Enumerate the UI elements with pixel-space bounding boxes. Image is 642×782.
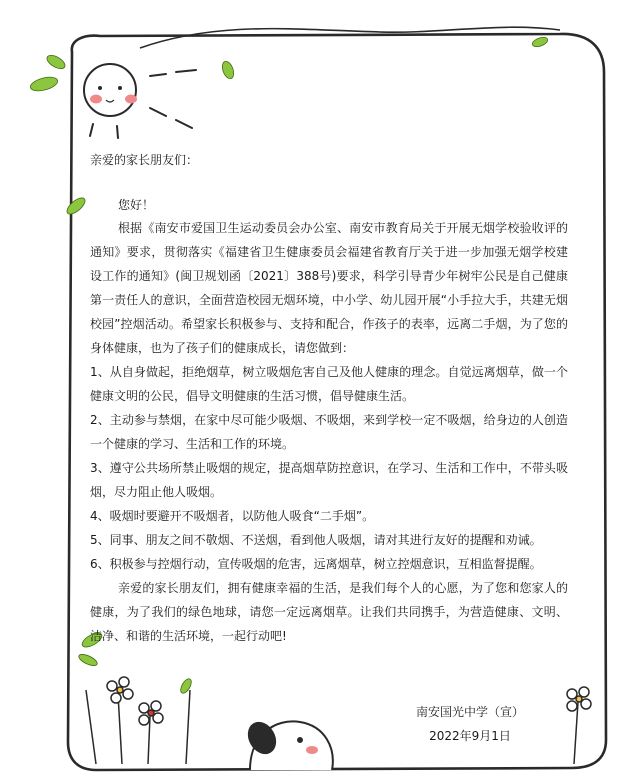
flower-icon: [86, 677, 190, 764]
flower-icon-right: [567, 687, 591, 764]
signature-block: [380, 700, 560, 748]
letter-intro-paragraph: 根据《南安市爱国卫生运动委员会办公室、南安市教育局关于开展无烟学校验收评的通知》要求，贯彻落实《福建省卫生健康委员会福建省教育厅关于进一步加强无烟学校建设工作的通知》(闽卫规划函〔2021〕388号)要求，科学引导青少年树牢公民是自己健康第一责任人的意识，全面营造校园无烟环境，中小学、幼儿园开展“小手拉大手，共建无烟校园”控烟活动。希望家长积极参与、支持和配合，作孩子的表率，远离二手烟，为了您的身体健康，也为了孩子们的健康成长，请您做到：: [90, 221, 568, 355]
letter-item-1: 1、从自身做起，拒绝烟草，树立吸烟危害自己及他人健康的理念。自觉远离烟草，做一个健康文明的公民，倡导文明健康的生活习惯，倡导健康生活。: [90, 365, 568, 403]
letter-item-3: 3、遵守公共场所禁止吸烟的规定，提高烟草防控意识，在学习、生活和工作中，不带头吸烟，尽力阻止他人吸烟。: [90, 461, 568, 499]
letter-greeting: 您好！: [118, 198, 155, 212]
letter-body: [90, 216, 568, 648]
letter-closing-paragraph: 亲爱的家长朋友们，拥有健康幸福的生活，是我们每个人的心愿，为了您和您家人的健康，为了我们的绿色地球，请您一定远离烟草。让我们共同携手，为营造健康、文明、洁净、和谐的生活环境，一起行动吧!: [90, 581, 568, 643]
top-vine: [140, 27, 560, 48]
dog-icon: [244, 718, 333, 770]
letter-item-4: 4、吸烟时要避开不吸烟者，以防他人吸食“二手烟”。: [90, 509, 375, 523]
signature-date: 2022年9月1日: [429, 729, 511, 743]
letter-item-5: 5、同事、朋友之间不敬烟、不送烟，看到他人吸烟，请对其进行友好的提醒和劝诫。: [90, 533, 542, 547]
letter-salutation: 亲爱的家长朋友们：: [90, 153, 199, 167]
letter-item-2: 2、主动参与禁烟，在家中尽可能少吸烟、不吸烟，来到学校一定不吸烟，给身边的人创造一个健康的学习、生活和工作的环境。: [90, 413, 568, 451]
letter-item-6: 6、积极参与控烟行动，宣传吸烟的危害，远离烟草，树立控烟意识，互相监督提醒。: [90, 557, 542, 571]
signature-school: 南安国光中学（宣）: [415, 705, 524, 719]
sun-face-icon: [84, 64, 196, 138]
